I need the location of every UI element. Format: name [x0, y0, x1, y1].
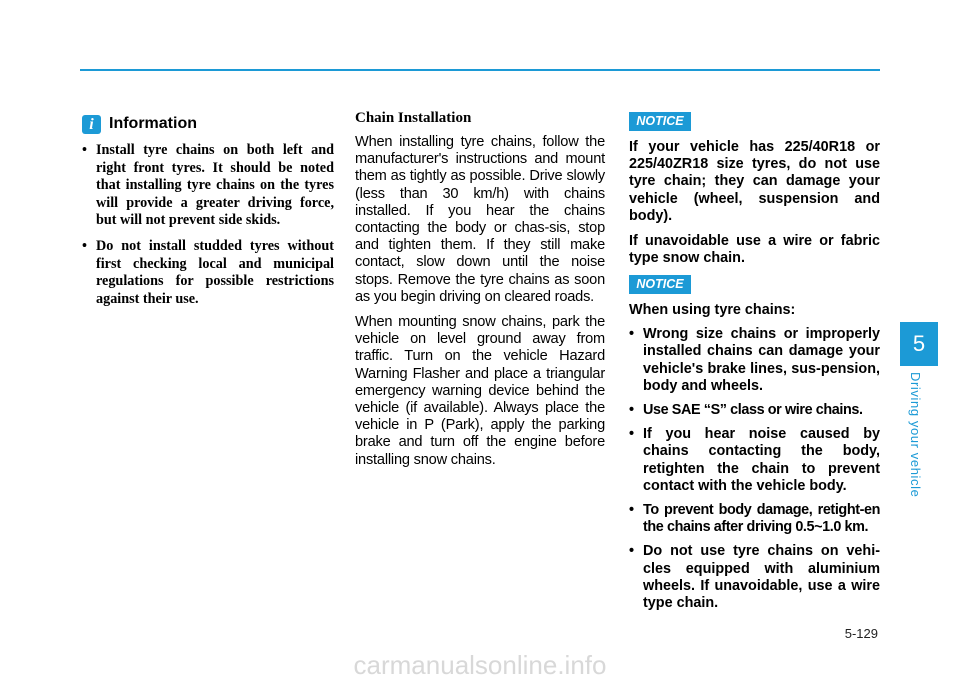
paragraph: If your vehicle has 225/40R18 or 225/40ZR18 size tyres, do not use tyre chain; they can damage your vehicle (wheel, suspension and body). [629, 139, 880, 224]
information-header [82, 113, 197, 135]
information-content [82, 142, 334, 316]
notice-list [629, 326, 880, 612]
list-item: • If you hear noise caused by chains contacting the body, retighten the chain to prevent contact with the vehicle body. [629, 426, 880, 495]
notice-intro: When using tyre chains: [629, 302, 796, 318]
information-title: Information [109, 115, 197, 132]
list-item: • Use SAE “S” class or wire chains. [629, 402, 880, 419]
chapter-label: Driving your vehicle [908, 372, 923, 498]
paragraph: When mounting snow chains, park the vehicle on level ground away from traffic. Turn on the vehicle Hazard Warning Flasher and place a triangular emergency warning device behind the vehicle (if available). Always place the vehicle in P (Park), apply the parking brake and turn off the engine before installing snow chains. [355, 314, 605, 468]
notice-badge: NOTICE [629, 112, 691, 131]
notice-content [629, 139, 880, 275]
watermark: carmanualsonline.info [353, 650, 607, 680]
chapter-tab: 5 [900, 322, 938, 366]
list-item: • Do not use tyre chains on vehi-cles equipped with aluminium wheels. If unavoidable, use a wire type chain. [629, 543, 880, 612]
section-heading: Chain Installation [355, 110, 472, 126]
info-icon: i [82, 115, 101, 134]
notice-badge: NOTICE [629, 275, 691, 294]
list-item: • Do not install studded tyres without first checking local and municipal regulations for possible restrictions against their use. [82, 238, 334, 308]
paragraph: If unavoidable use a wire or fabric type snow chain. [629, 233, 880, 267]
top-rule [80, 69, 880, 71]
page-number: 5-129 [844, 626, 878, 641]
notice-content [629, 302, 880, 619]
chain-installation-section [355, 108, 605, 477]
list-item: • Install tyre chains on both left and right front tyres. It should be noted that installing tyre chains on the tyres will provide a greater driving force, but will not prevent side skids. [82, 142, 334, 230]
list-item: • To prevent body damage, retight-en the chains after driving 0.5~1.0 km. [629, 502, 880, 536]
information-list [82, 142, 334, 308]
paragraph: When installing tyre chains, follow the manufacturer's instructions and mount them as tightly as possible. Drive slowly (less than 30 km/h) with chains installed. If you hear the chains contacting the body or chas-sis, stop and tighten them. If they still make contact, slow down until the noise stops. Remove the tyre chains as soon as you begin driving on cleared roads. [355, 134, 605, 305]
list-item: • Wrong size chains or improperly installed chains can damage your vehicle's brake lines, sus-pension, body and wheels. [629, 326, 880, 395]
